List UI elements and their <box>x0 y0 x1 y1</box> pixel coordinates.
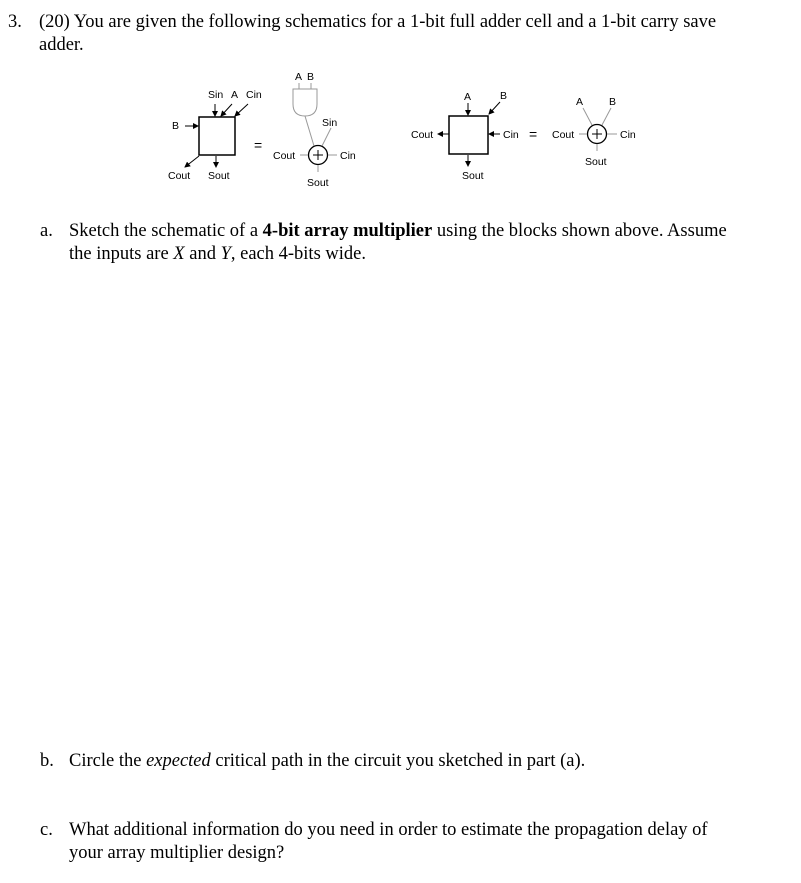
part-a-text: Sketch the schematic of a <box>69 221 263 241</box>
part-a-and: and <box>184 244 221 264</box>
gate-label-sin: Sin <box>322 117 338 129</box>
label-sout: Sout <box>208 170 230 182</box>
gate-label-cin: Cin <box>340 150 356 162</box>
csa-gate-label-cin: Cin <box>620 129 636 141</box>
question-text-line1: (20) You are given the following schematics for a 1-bit full adder cell and a 1-bit carry save <box>39 12 717 32</box>
part-c-label: c. <box>40 820 53 840</box>
question-number: 3. <box>8 12 22 32</box>
label-cin: Cin <box>246 89 262 101</box>
part-a-line2 <box>69 243 366 266</box>
gate-label-a: A <box>295 71 303 83</box>
gate-label-sout: Sout <box>307 177 329 189</box>
csa-gate-label-a: A <box>576 96 584 108</box>
carry-save-adder-cell <box>411 90 636 182</box>
adder-schematics-diagram <box>0 0 801 200</box>
var-y: Y <box>220 244 231 264</box>
part-b-text: Circle the <box>69 751 147 771</box>
var-x: X <box>173 244 185 264</box>
part-a-text2: the inputs are <box>69 244 174 264</box>
label-sin: Sin <box>208 89 224 101</box>
csa-label-a: A <box>464 91 472 103</box>
part-b-text-end: critical path in the circuit you sketched in part (a). <box>210 751 586 771</box>
part-a-label: a. <box>40 221 53 241</box>
part-b-line <box>69 750 585 773</box>
csa-label-cout: Cout <box>411 129 434 141</box>
equals-sign: = <box>254 137 263 153</box>
csa-label-b: B <box>500 90 508 102</box>
part-b-label: b. <box>40 751 54 771</box>
part-a-line1 <box>69 220 727 243</box>
gate-label-cout: Cout <box>273 150 296 162</box>
label-b: B <box>172 120 180 132</box>
question-text-line2: adder. <box>39 35 84 55</box>
full-adder-cell <box>168 71 356 189</box>
part-a-text2-end: , each 4-bits wide. <box>230 244 366 264</box>
label-a: A <box>231 89 239 101</box>
gate-label-b: B <box>307 71 315 83</box>
label-cout: Cout <box>168 170 191 182</box>
part-a-bold: 4-bit array multiplier <box>262 221 433 241</box>
part-c-line1: What additional information do you need in order to estimate the propagation delay of <box>69 820 708 840</box>
csa-gate-label-cout: Cout <box>552 129 575 141</box>
csa-gate-label-b: B <box>609 96 617 108</box>
part-c-line2: your array multiplier design? <box>69 843 285 863</box>
csa-gate-label-sout: Sout <box>585 156 607 168</box>
part-b-em: expected <box>146 751 211 771</box>
csa-equals-sign: = <box>529 126 538 142</box>
csa-label-cin: Cin <box>503 129 519 141</box>
csa-label-sout: Sout <box>462 170 484 182</box>
part-a-text-end: using the blocks shown above. Assume <box>432 221 727 241</box>
